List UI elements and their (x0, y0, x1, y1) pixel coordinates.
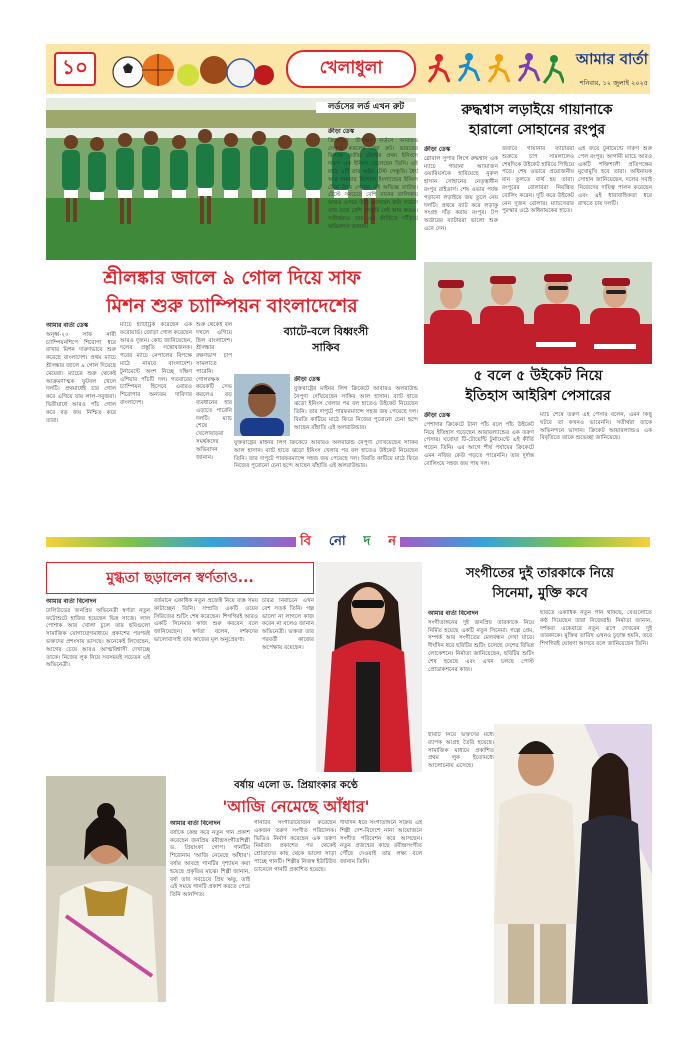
runner-icons (429, 53, 564, 83)
shorna-col-2: বর্তমানে একাধিক নতুন প্রজেক্ট নিয়ে ব্যস্ত সময় কাটাচ্ছেন তিনি। সম্প্রতি একটি ওয়েব সিরিজের শুটিং শেষ করেছেন। শিগগিরই আরও একটি সিনেমার কাজ শুরু করবেন বলে জানিয়েছেন। স্বর্ণতা বলেন, দর্শকদের ভালোবাসাই তার কাজের মূল অনুপ্রেরণা। (154, 598, 258, 643)
banner-letter-4: ন (388, 533, 396, 549)
brand-logo: আমার বার্তা (576, 50, 648, 68)
priyanka-photo (46, 776, 166, 1002)
shakib-text-top: ক্রীড়া ডেস্ক যুক্তরাষ্ট্রের মাইনর লিগ ক্রিকেটে আবারও অলরাউন্ড নৈপুণ্য দেখিয়েছেন সাকিব আল হাসান। ব্যাট হাতে ঝড়ো ইনিংস খেলার পর বল হাতেও উইকেট নিয়েছেন তিনি। তার দাপুটে পারফরম্যান্সে সহজ জয় পেয়েছে দল। বিরতি কাটিয়ে মাঠে ফিরে নিজের পুরোনো চেনা ছন্দে আছেন বাঁহাতি এই অলরাউন্ডার। (294, 376, 418, 431)
shorna-col-3: চরিত্র নির্বাচনে এখন বেশ সতর্ক তিনি। গল্প ভালো না লাগলে কাজ করেন না বলেও জানান অভিনেত্রী। ভক্তরা তার পরবর্তী কাজের অপেক্ষায় রয়েছেন। (262, 598, 314, 651)
irish-col-2: ম্যাচ শেষে তরুণ এই পেসার বলেন, এমন কিছু ঘটবে তা কখনও ভাবেননি। সতীর্থরা তাকে অভিনন্দনে ভাসান। ক্রিকেট আয়ারল্যান্ডও এক বিবৃতিতে তাকে শুভেচ্ছা জানিয়েছে। (540, 412, 652, 442)
sports-balls-graphic (106, 48, 276, 90)
women-football-col-1 (46, 322, 116, 522)
priyanka-kicker: বর্ষায় এলো ড. প্রিয়াংকার কণ্ঠে (234, 780, 358, 791)
banner-title (300, 530, 396, 554)
shorna-photo (316, 562, 422, 772)
rangpur-col-1: ক্রীড়া ডেস্ক গ্লোবাল সুপার লিগে রুদ্ধশ্বাস এক ম্যাচে গায়ানা অ্যামাজন ওয়ারিয়র্সকে হারিয়েছে নুরুল হাসান সোহানের নেতৃত্বাধীন রংপুর রাইডার্স। শেষ ওভার পর্যন্ত গড়ানো লড়াইয়ে জয় তুলে নেয় দলটি। প্রথমে ব্যাট করে লড়াকু সংগ্রহ দাঁড় করায় রংপুর। টপ অর্ডারের ব্যাটাররা ভালো শুরু এনে দেন। (424, 146, 498, 232)
cinema-headline: সংগীতের দুই তারকাকে নিয়ে সিনেমা, মুক্তি কবে (466, 566, 614, 601)
lords-headline: লর্ডসের লর্ড এখন রুট (316, 102, 416, 113)
banner-stripe-left (46, 537, 296, 547)
section-title: খেলাধুলা (286, 50, 416, 88)
cinema-col-2: ছবিতে একাধিক নতুন গান থাকছে, যেগুলোতে কণ্ঠ দিয়েছেন তারা নিজেরাই। নির্মাতা জানান, দর্শকরা একেবারে নতুন রূপে দেখবেন দুই তারকাকে। মুক্তির তারিখ এখনও চূড়ান্ত হয়নি, তবে শিগগিরই ঘোষণা আসবে বলে জানিয়েছেন তিনি। (540, 610, 652, 648)
cinema-col-1: আমার বার্তা বিনোদন সংগীতাঙ্গনের দুই জনপ্রিয় তারকাকে নিয়ে নির্মিত হয়েছে একটি নতুন সিনেমা। গল্পে প্রেম, সম্পর্ক আর সংগীতের মেলবন্ধন দেখা যাবে। দীর্ঘদিন ধরে ছবিটির শুটিং চলেছে দেশের বিভিন্ন লোকেশনে। নির্মাতা জানিয়েছেন, ছবিটির শুটিং শেষ হয়েছে এবং এখন চলছে পোস্ট প্রোডাকশনের কাজ। (428, 610, 534, 673)
shakib-photo (234, 374, 290, 436)
priyanka-col-2: গানটির সংগীতায়োজন করেছেন একজন তরুণ সংগীত পরিচালক। ভিডিও নির্মাণ করেছেন এক তরুণ নির্মাতা। প্রকাশের পর থেকেই শ্রোতাদের কাছ থেকে ভালো সাড়া পাচ্ছে গানটি। শিল্পীর নিজস্ব ইউটিউব চ্যানেলে গানটি প্রকাশিত হয়েছে। (254, 820, 336, 873)
irish-cricket-photo (424, 262, 652, 364)
rugby-ball-icon (200, 56, 228, 84)
body-text: ম্যাচে হ্যাটট্রিক করেছেন এক ফরোয়ার্ড। জোড়া গোল করেছেন আরও দুজন। কোচ জানিয়েছেন, দলের প্রস্তুতি সন্তোষজনক। পরের ম্যাচে নেপালের বিপক্ষে মাঠে নামবে বাংলাদেশ। টুর্নামেন্টে অংশ নিচ্ছে দক্ষিণ এশিয়ার পাঁচটি দল। গতবারের চ্যাম্পিয়ন হিসেবে এবারও শিরোপার অন্যতম দাবিদার বাংলাদেশ। (120, 322, 192, 406)
women-football-col-3 (196, 322, 232, 522)
issue-date: শনিবার, ১২ জুলাই ২০২৫ (579, 79, 648, 87)
tennis-ball-icon (177, 64, 199, 86)
banner-letter-3: দ (363, 533, 371, 549)
banner-letter-2: নো (328, 533, 346, 549)
banner-letter-1: বি (300, 533, 311, 549)
cricket-ball-icon (254, 65, 274, 85)
masthead (46, 44, 650, 94)
runners-graphic (424, 48, 564, 90)
irish-col-1: ক্রীড়া ডেস্ক পেশাদার ক্রিকেটে টানা পাঁচ বলে পাঁচ উইকেট নিয়ে ইতিহাস গড়েছেন আয়ারল্যান্ডের এক তরুণ পেসার। ঘরোয়া টি-টোয়েন্টি টুর্নামেন্টে এই কীর্তি গড়েন তিনি। এর আগে শীর্ষ পর্যায়ের ক্রিকেটে এমন নজির কেউ গড়তে পারেননি। তার দুর্দান্ত বোলিংয়ে সহজ জয় পায় দল। (424, 412, 534, 467)
volleyball-icon (227, 59, 255, 87)
body-text: অনূর্ধ্ব-২০ সাফ নারী চ্যাম্পিয়নশিপে শিরোপা ধরে রাখার মিশন দারুণভাবে শুরু করেছে বাংলাদেশ। প্রথম ম্যাচে শ্রীলঙ্কার জালে ৯ গোল দিয়েছে মেয়েরা। ম্যাচের শুরু থেকেই আক্রমণাত্মক ফুটবল খেলে দলটি। প্রথমার্ধেই চার গোল করে এগিয়ে যায় লাল-সবুজরা। দ্বিতীয়ার্ধে আরও পাঁচ গোল করে বড় জয় নিশ্চিত করে তারা। (46, 331, 116, 424)
rangpur-col-2: জবাবে গায়ানার ব্যাটাররা শুরুতে চাপ সামলালেও শেষদিকে উইকেট হারিয়ে পিছিয়ে পড়ে। শেষ ওভারে প্রয়োজনীয় রান তুলতে ব্যর্থ হয় তারা। রংপুরের বোলাররা নিয়ন্ত্রিত বোলিং করেন। দুটি করে উইকেট নেন দুজন বোলার। ম্যাচসেরার পুরস্কার ওঠে অধিনায়কের হাতে। (502, 146, 574, 215)
page-number: ১০ (54, 52, 96, 86)
banner-stripe-right (400, 537, 650, 547)
rangpur-headline: রুদ্ধশ্বাস লড়াইয়ে গায়ানাকে হারালো সোহানের রংপুর (461, 102, 613, 138)
entertainment-banner (46, 528, 650, 556)
headline-line-1: শ্রীলঙ্কার জালে ৯ গোল দিয়ে সাফ (103, 267, 361, 289)
shorna-headline-box: মুগ্ধতা ছড়ালেন স্বর্ণতাও... (46, 562, 314, 594)
shorna-col-1: আমার বার্তা বিনোদন ঢালিউডের জনপ্রিয় অভিনেত্রী স্বর্ণতা নতুন ফটোশুটে হাজির হয়েছেন ভিন্ন সাজে। লাল পোশাক আর খোলা চুলে তার ছবিগুলো সামাজিক যোগাযোগমাধ্যমে প্রকাশের পরপরই ভক্তদের প্রশংসায় ভাসছে। অনেকেই লিখেছেন, আগের চেয়ে আরও আত্মবিশ্বাসী দেখাচ্ছে তাকে। নিজের লুক নিয়ে সবসময়ই সচেতন এই অভিনেত্রী। (46, 598, 150, 669)
byline: আমার বার্তা ডেস্ক (46, 322, 89, 329)
shakib-headline: ব্যাটে-বলে বিধ্বংসী সাকিব (283, 325, 369, 354)
priyanka-col-3: দীর্ঘদিন ধরে সংগীতাঙ্গনে সক্রিয় এই শিল্পী দেশ-বিদেশে নানা আয়োজনে সংগীত পরিবেশন করে আসছেন। নতুন প্রজন্মের কাছে রবীন্দ্রসংগীত পৌঁছে দেওয়াই তার লক্ষ্য বলে জানান তিনি। (340, 820, 422, 865)
priyanka-headline: 'আজি নেমেছে আঁধার' (222, 797, 370, 816)
lords-article: ক্রীড়া ডেস্ক ক্রিকেটের তীর্থস্থান লর্ডসে আবারও সেঞ্চুরি করলেন জো রুট। ভারতের বিপক্ষে তৃতীয় টেস্টের প্রথম ইনিংসে দারুণ এক ইনিংস খেলেছেন তিনি। এই মাঠে এটি তার অষ্টম টেস্ট সেঞ্চুরি। ধৈর্য আর দক্ষতার মিশেলে ইংল্যান্ডের ইনিংস টেনে নিয়ে গেছেন এই অভিজ্ঞ ব্যাটার। টেস্টে সবচেয়ে বেশি রানের তালিকায় আরও ওপরে উঠে এসেছেন রুট। লর্ডসে তার চেয়ে বেশি সেঞ্চুরি নেই আর কারও। সতীর্থরাও তার এই কীর্তিতে দাঁড়িয়ে অভিনন্দন জানান। (328, 128, 418, 230)
rangpur-col-3: এই জয়ে টুর্নামেন্টে দারুণ শুরু পেল রংপুর। আগামী ম্যাচে আরও একটি শক্তিশালী প্রতিপক্ষের মুখোমুখি হবে তারা। অধিনায়ক সোহান জানিয়েছেন, দলের সবাই নিজেদের দায়িত্ব পালন করেছেন এবং এই ধারাবাহিকতা ধরে রাখতে চায় দলটি। (578, 146, 652, 207)
priyanka-col-1: আমার বার্তা বিনোদন বর্ষাকে কেন্দ্র করে নতুন গান প্রকাশ করেছেন জনপ্রিয় রবীন্দ্রসংগীতশিল্পী ড. প্রিয়াংকা গোপ। গানটির শিরোনাম 'আজি নেমেছে আঁধার'। বর্ষার আবহে গানটির দৃশ্যায়ন করা হয়েছে প্রকৃতির মাঝে। শিল্পী জানান, বর্ষা তার সবচেয়ে প্রিয় ঋতু, তাই এই সময়ে গানটি প্রকাশ করতে পেরে তিনি আনন্দিত। (170, 820, 250, 899)
cinema-col-3: ছবিটি নিয়ে ভক্তদের মধ্যে ব্যাপক আগ্রহ তৈরি হয়েছে। সামাজিক মাধ্যমে প্রকাশিত প্রথম লুক ইতোমধ্যে আলোচনায় এসেছে। (428, 732, 494, 770)
headline-line-2: মিশন শুরু চ্যাম্পিয়ন বাংলাদেশের (106, 295, 358, 317)
shakib-text-bottom: যুক্তরাষ্ট্রের মাইনর লিগ ক্রিকেটে আবারও অলরাউন্ড নৈপুণ্য দেখিয়েছেন সাকিব আল হাসান। ব্যাট হাতে ঝড়ো ইনিংস খেলার পর বল হাতেও উইকেট নিয়েছেন তিনি। তার দাপুটে পারফরম্যান্সে সহজ জয় পেয়েছে দল। বিরতি কাটিয়ে মাঠে ফিরে নিজের পুরোনো চেনা ছন্দে আছেন বাঁহাতি এই অলরাউন্ডার। (234, 440, 418, 470)
body-text: শুরু থেকেই বল দখলে এগিয়ে ছিল বাংলাদেশ। শ্রীলঙ্কার রক্ষণভাগ চাপ সামলাতে পারেনি। গোলরক্ষক কয়েকটি সেভ করলেও বড় ব্যবধানের হার এড়াতে পারেনি দলটি। ম্যাচ শেষে খেলোয়াড়রা সমর্থকদের অভিবাদন জানান। (196, 322, 232, 461)
irish-headline: ৫ বলে ৫ উইকেট নিয়ে ইতিহাস আইরিশ পেসারের (465, 368, 611, 404)
cinema-photo (494, 724, 652, 1004)
women-football-col-2 (120, 322, 192, 522)
